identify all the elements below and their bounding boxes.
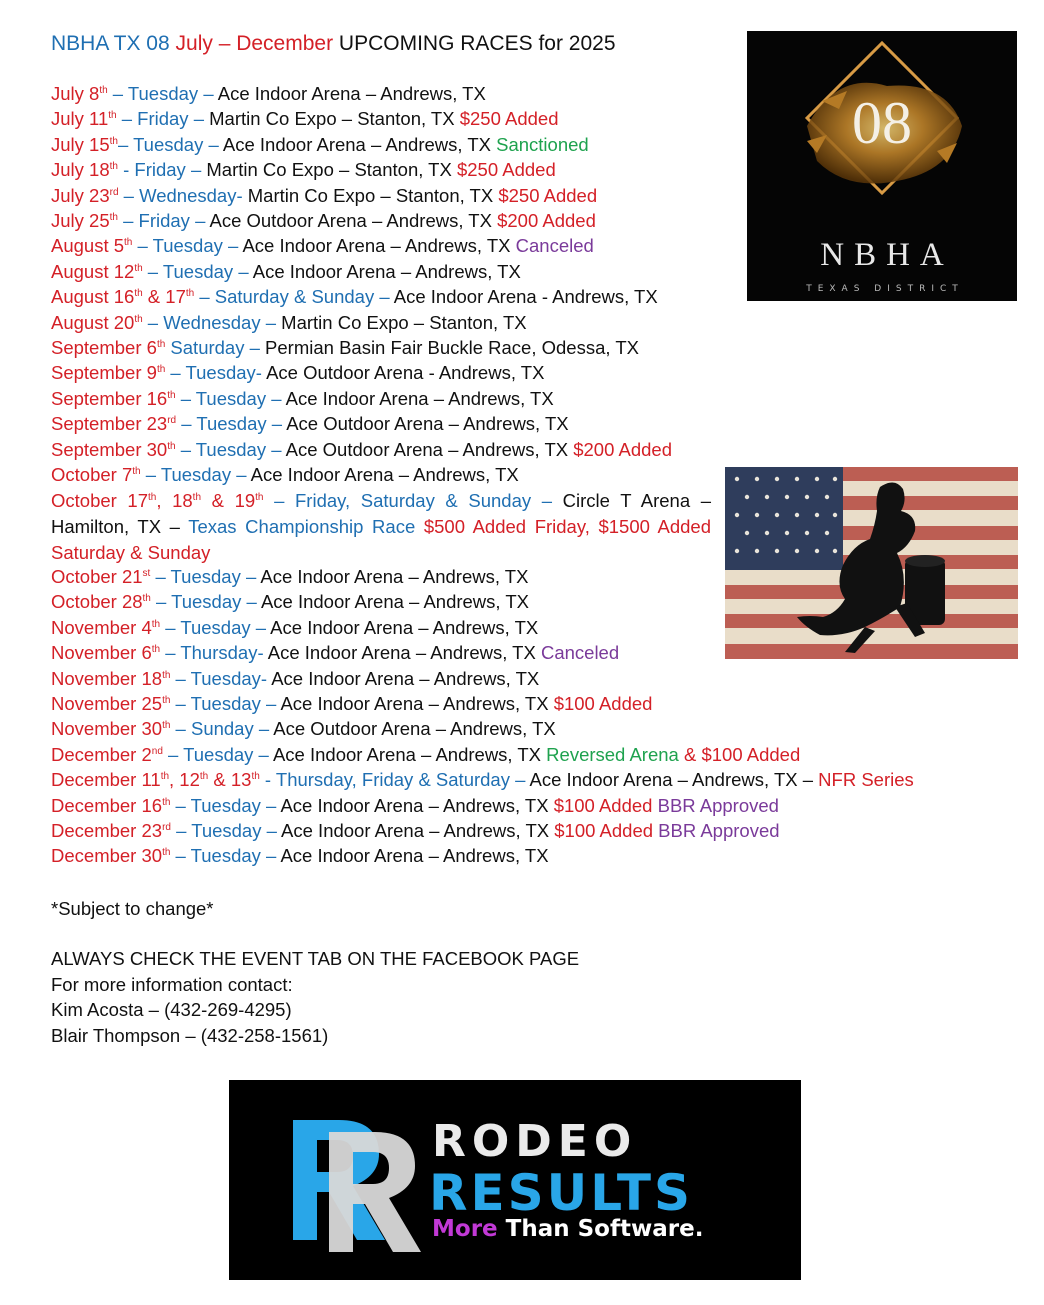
ordinal-suffix: th [151,618,161,630]
ordinal-suffix: th [109,135,118,147]
race-text-segment: – Tuesday – [175,438,286,460]
race-row [51,565,528,589]
race-row [51,692,652,716]
page-title [51,32,616,56]
race-text-segment: September 16 [51,387,168,409]
race-text-segment: December 2 [51,743,152,765]
race-text-segment: Canceled [540,642,620,664]
ordinal-suffix: th [160,771,170,783]
race-text-segment: Ace Outdoor Arena - Andrews, TX [266,362,545,384]
nbha-district: TEXAS DISTRICT [806,284,964,294]
race-text-segment: July 18 [51,159,110,181]
race-text-segment: October 17 [51,490,148,511]
race-text-segment: Ace Indoor Arena – Andrews, TX [280,693,554,714]
subject-to-change: *Subject to change* [51,898,214,919]
title-org: NBHA TX 08 [51,32,170,55]
race-text-segment: – Tuesday – [170,693,281,714]
race-row [51,412,569,436]
race-text-segment: August 12 [51,260,135,282]
ordinal-suffix: th [124,237,133,249]
race-text-segment: Ace Indoor Arena – Andrews, TX [270,616,539,638]
race-text-segment: July 8 [51,83,100,104]
race-text-segment: July 11 [51,108,109,130]
race-text-segment: – Sunday – [170,718,274,740]
race-text-segment: – Tuesday – [140,464,251,485]
ordinal-suffix: th [109,161,118,173]
ordinal-suffix: th [134,288,143,300]
race-row [51,794,779,818]
race-text-segment: Ace Indoor Arena – Andrews, TX [250,464,519,485]
race-text-segment: November 18 [51,667,163,689]
race-row [51,158,556,182]
race-text-segment: – Wednesday- [118,184,248,206]
ordinal-suffix: st [142,568,151,579]
title-period: July – December [175,32,334,55]
race-text-segment: Sanctioned [496,133,589,155]
ordinal-suffix: th [142,593,151,605]
race-row [51,590,529,614]
race-row [51,768,914,792]
race-text-segment: Ace Outdoor Arena – Andrews, TX [273,718,556,740]
race-text-segment: – Tuesday – [175,387,286,409]
race-text-segment: August 16 [51,286,135,308]
race-text-segment: Ace Indoor Arena – Andrews, TX [285,387,554,409]
race-text-segment: September 6 [51,337,157,358]
ordinal-suffix: th [199,771,209,783]
race-text-segment: Saturday – [165,337,266,358]
race-text-segment: Permian Basin Fair Buckle Race, Odessa, TX [265,337,639,358]
ordinal-suffix: th [148,492,157,503]
race-text-segment: – Tuesday- [165,362,267,384]
race-october-championship [51,488,711,566]
ordinal-suffix: th [132,466,141,477]
race-text-segment: September 30 [51,438,168,460]
race-text-segment: Reversed Arena [546,743,684,765]
rodeo-word: RODEO [432,1116,638,1167]
race-text-segment: November 30 [51,718,163,740]
contact-kim: Kim Acosta – (432-269-4295) [51,999,292,1020]
race-text-segment: – Tuesday – [162,743,273,765]
race-text-segment: – Friday – [116,108,210,130]
race-text-segment: Ace Indoor Arena – Andrews, TX [267,642,541,664]
ordinal-suffix: th [109,212,118,223]
ordinal-suffix: th [162,695,171,706]
race-text-segment: – Tuesday – [150,591,261,613]
race-text-segment: Ace Indoor Arena – Andrews, TX [252,260,521,282]
race-text-segment: – Tuesday – [170,794,281,816]
ordinal-suffix: nd [151,745,163,757]
race-text-segment: Ace Indoor Arena – Andrews, TX – [529,769,819,791]
race-row [51,743,800,767]
race-text-segment: July 25 [51,210,110,231]
nbha-logo [747,31,1017,301]
race-text-segment: – Tuesday – [107,83,218,104]
race-text-segment: – Tuesday- [170,667,272,689]
tagline-rest: Than Software. [497,1216,704,1242]
nbha-number: 08 [852,90,912,156]
race-text-segment: Texas Championship Race [188,516,424,537]
race-text-segment: December 30 [51,845,163,867]
ordinal-suffix: th [167,440,176,452]
race-row [51,438,672,462]
ordinal-suffix: th [251,771,260,783]
rodeo-results-logo [229,1080,801,1280]
ordinal-suffix: th [108,110,117,122]
ordinal-suffix: th [185,288,195,300]
ordinal-suffix: th [156,339,166,350]
tagline-more: More [432,1216,498,1242]
title-subtitle: UPCOMING RACES for 2025 [338,32,616,55]
race-text-segment: July 23 [51,184,110,206]
flag-barrel-racer-image [725,467,1018,659]
facebook-notice: ALWAYS CHECK THE EVENT TAB ON THE FACEBOOK PAGE [51,948,580,969]
ordinal-suffix: th [162,796,171,808]
race-text-segment: – Wednesday – [142,311,282,333]
race-text-segment: Martin Co Expo – Stanton, TX [281,311,527,333]
race-row [51,107,559,131]
race-text-segment: Ace Indoor Arena - Andrews, TX [393,286,658,308]
race-text-segment: Ace Indoor Arena – Andrews, TX [222,133,497,155]
race-text-segment: – Saturday & Sunday – [194,286,394,308]
race-text-segment: $100 Added [554,820,659,841]
race-row [51,234,594,258]
race-text-segment: - Friday – [117,159,207,181]
race-text-segment: & 13 [208,769,252,791]
race-text-segment: Ace Indoor Arena – Andrews, TX [271,667,540,689]
race-text-segment: October 28 [51,591,143,613]
race-text-segment: Ace Outdoor Arena – Andrews, TX [209,210,498,231]
ordinal-suffix: th [162,669,171,681]
race-row [51,667,539,691]
race-text-segment: – Tuesday – [132,235,243,257]
race-text-segment: November 25 [51,693,163,714]
race-text-segment: Ace Indoor Arena – Andrews, TX [217,83,486,104]
race-row [51,336,639,360]
race-row [51,641,619,665]
ordinal-suffix: rd [109,186,119,198]
race-text-segment: Ace Indoor Arena – Andrews, TX [260,566,529,587]
race-text-segment: & $100 Added [683,743,801,765]
race-text-segment: August 20 [51,311,135,333]
ordinal-suffix: th [151,644,161,656]
race-row [51,184,597,208]
race-text-segment: Martin Co Expo – Stanton, TX [247,184,499,206]
race-text-segment: Ace Indoor Arena – Andrews, TX [272,743,547,765]
race-text-segment: Ace Indoor Arena – Andrews, TX [280,845,549,867]
ordinal-suffix: th [156,364,166,376]
race-text-segment: Ace Outdoor Arena – Andrews, TX [286,413,569,435]
race-text-segment: December 23 [51,820,163,841]
race-text-segment: – Tuesday – [117,133,223,155]
race-text-segment: Martin Co Expo – Stanton, TX [206,159,457,181]
race-text-segment: September 23 [51,413,168,435]
race-text-segment: Ace Outdoor Arena – Andrews, TX [285,438,574,460]
race-text-segment: & 17 [142,286,186,308]
race-text-segment: Martin Co Expo – Stanton, TX [209,108,460,130]
rodeo-tagline [432,1216,703,1242]
race-row [51,260,521,284]
race-text-segment: BBR Approved [657,794,779,816]
race-row [51,819,780,843]
race-row [51,387,554,411]
ordinal-suffix: th [162,720,171,732]
ordinal-suffix: th [162,847,171,859]
ordinal-suffix: th [134,262,143,274]
race-text-segment: – Friday – [117,210,210,231]
race-text-segment: $500 Added Friday, $1500 Added Saturday & Sunday [51,516,711,563]
race-text-segment: August 5 [51,235,125,257]
race-text-segment: $250 Added [498,184,598,206]
race-text-segment: $100 Added [553,794,658,816]
race-row [51,361,544,385]
race-text-segment: $200 Added [573,438,673,460]
ordinal-suffix: rd [162,822,171,833]
race-text-segment: – Tuesday – [160,616,271,638]
race-text-segment: Ace Indoor Arena – Andrews, TX [281,820,555,841]
race-row [51,209,596,233]
race-text-segment: $200 Added [497,210,596,231]
race-text-segment: September 9 [51,362,157,384]
race-row [51,285,658,309]
rr-monogram-icon [229,1080,429,1280]
race-row [51,133,589,157]
race-text-segment: October 7 [51,464,133,485]
race-text-segment: Ace Indoor Arena – Andrews, TX [280,794,554,816]
race-text-segment: December 16 [51,794,163,816]
ordinal-suffix: th [167,389,176,401]
ordinal-suffix: th [255,492,264,503]
race-text-segment: BBR Approved [658,820,780,841]
race-row [51,311,527,335]
race-row [51,463,519,487]
nbha-name: NBHA [820,237,954,273]
race-text-segment: – Friday, Saturday & Sunday – [263,490,563,511]
race-text-segment: – Tuesday – [176,413,287,435]
race-text-segment: Canceled [515,235,594,257]
contact-intro: For more information contact: [51,974,293,995]
race-text-segment: November 6 [51,642,152,664]
ordinal-suffix: th [99,85,108,96]
race-row [51,82,486,106]
race-text-segment: – Tuesday – [150,566,261,587]
race-text-segment: , 12 [169,769,200,791]
race-text-segment: Circle T Arena – Hamilton, TX – [51,490,712,537]
race-text-segment: – Tuesday – [170,845,281,867]
race-text-segment: – Thursday- [160,642,268,664]
race-text-segment: NFR Series [818,769,914,791]
race-text-segment: , 18 [156,490,193,511]
race-text-segment: Ace Indoor Arena – Andrews, TX [260,591,530,613]
race-text-segment: $250 Added [456,159,556,181]
race-row [51,616,538,640]
race-text-segment: & 19 [201,490,256,511]
results-word: RESULTS [429,1164,693,1222]
race-text-segment: $250 Added [459,108,559,130]
race-row [51,717,556,741]
race-row [51,844,549,868]
race-text-segment: $100 Added [553,693,653,714]
ordinal-suffix: th [134,313,143,325]
race-text-segment: Ace Indoor Arena – Andrews, TX [242,235,516,257]
race-text-segment: - Thursday, Friday & Saturday – [259,769,530,791]
ordinal-suffix: th [192,492,202,503]
race-text-segment: October 21 [51,566,143,587]
race-text-segment: December 11 [51,769,161,791]
race-text-segment: July 15 [51,133,110,155]
race-text-segment: – Tuesday – [142,260,253,282]
race-text-segment: – Tuesday – [170,820,282,841]
ordinal-suffix: rd [167,415,177,427]
race-text-segment: November 4 [51,616,152,638]
contact-blair: Blair Thompson – (432-258-1561) [51,1025,329,1046]
